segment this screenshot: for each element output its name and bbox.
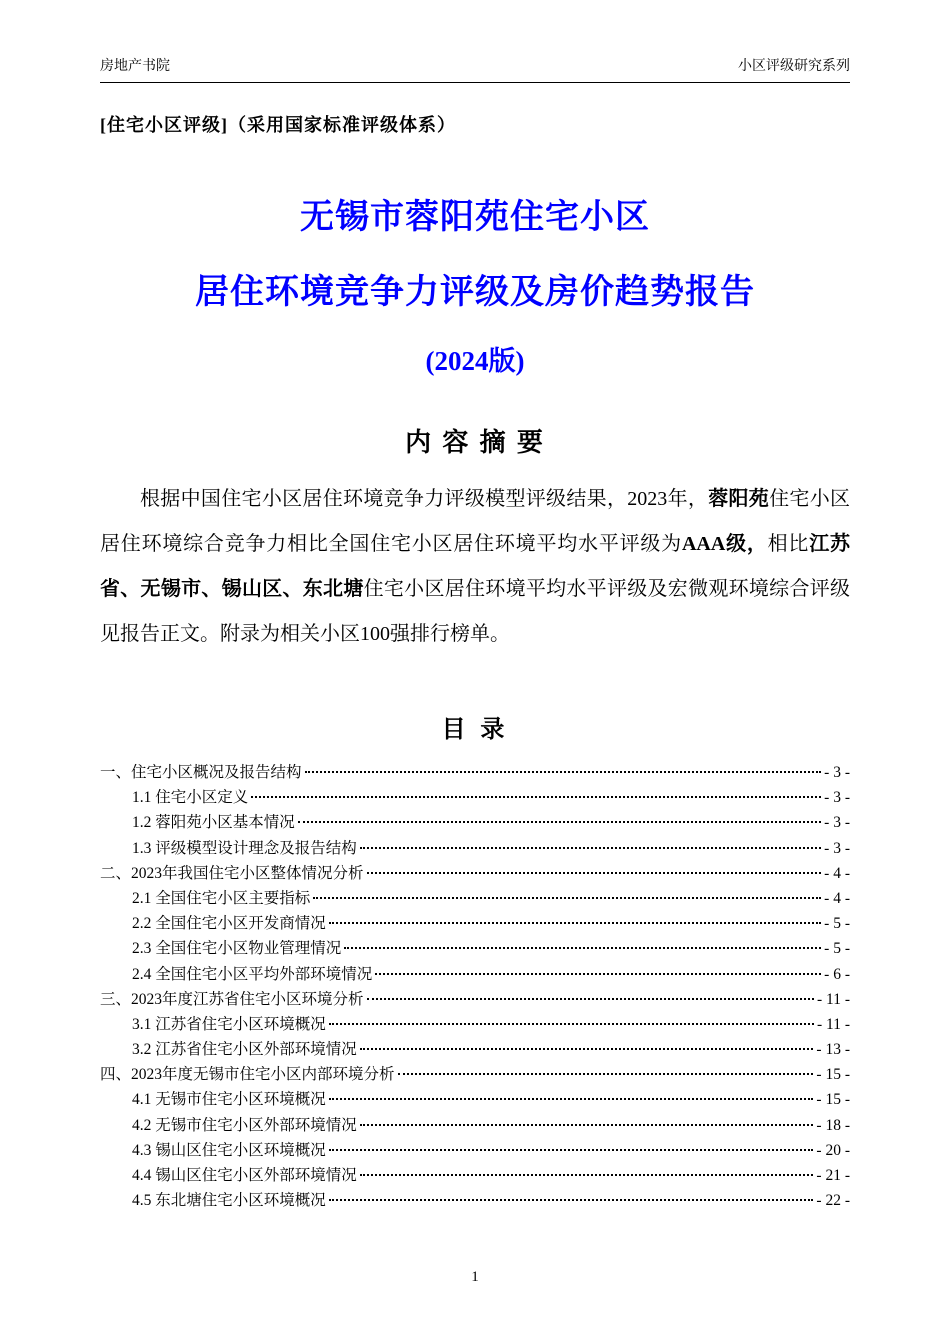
toc-leader-dots <box>375 973 821 975</box>
toc-leader-dots <box>329 1023 814 1025</box>
toc-item[interactable] <box>100 810 850 835</box>
toc-leader-dots <box>367 872 822 874</box>
toc-page-number: - 15 - <box>816 1091 850 1109</box>
toc-page-number: - 6 - <box>824 965 850 983</box>
toc-item-label: 1.2 蓉阳苑小区基本情况 <box>132 814 295 832</box>
toc-item[interactable] <box>100 911 850 936</box>
toc-item[interactable] <box>100 1012 850 1037</box>
toc-item[interactable] <box>100 1163 850 1188</box>
toc-leader-dots <box>305 771 822 773</box>
report-title-line1: 无锡市蓉阳苑住宅小区 <box>300 199 650 236</box>
summary-segment: 住宅小区居住环境综合竞争力相比全国住宅小区居住环境平均水平评级为 <box>100 488 851 555</box>
toc-item-label: 2.4 全国住宅小区平均外部环境情况 <box>132 965 373 983</box>
summary-segment: 江苏省、无锡市、锡山区、东北塘 <box>100 533 851 600</box>
toc-page-number: - 13 - <box>816 1041 850 1059</box>
toc-item-label: 1.3 评级模型设计理念及报告结构 <box>132 839 357 857</box>
toc-list <box>100 760 850 1213</box>
toc-leader-dots <box>329 1098 814 1100</box>
report-title-edition: (2024版) <box>425 346 525 376</box>
toc-page-number: - 5 - <box>824 940 850 958</box>
toc-item[interactable] <box>100 861 850 886</box>
toc-item-label: 2.3 全国住宅小区物业管理情况 <box>132 940 342 958</box>
toc-leader-dots <box>367 998 814 1000</box>
toc-item[interactable] <box>100 785 850 810</box>
toc-item-label: 4.5 东北塘住宅小区环境概况 <box>132 1192 326 1210</box>
toc-page-number: - 20 - <box>816 1141 850 1159</box>
toc-leader-dots <box>329 1199 814 1201</box>
rating-tag-line: [住宅小区评级]（采用国家标准评级体系） <box>100 115 456 135</box>
toc-leader-dots <box>398 1073 814 1075</box>
header-right-text: 小区评级研究系列 <box>738 59 850 74</box>
toc-page-number: - 15 - <box>816 1066 850 1084</box>
toc-page-number: - 11 - <box>817 990 850 1008</box>
summary-segment: 根据中国住宅小区居住环境竞争力评级模型评级结果，2023年， <box>140 488 709 510</box>
header-left-text: 房地产书院 <box>100 59 170 74</box>
toc-item-label: 二、2023年我国住宅小区整体情况分析 <box>100 864 364 882</box>
toc-page-number: - 11 - <box>817 1015 850 1033</box>
report-title-line2: 居住环境竞争力评级及房价趋势报告 <box>195 274 755 311</box>
toc-leader-dots <box>344 947 821 949</box>
toc-item-label: 三、2023年度江苏省住宅小区环境分析 <box>100 990 364 1008</box>
toc-leader-dots <box>329 922 821 924</box>
toc-item[interactable] <box>100 987 850 1012</box>
toc-item-label: 4.4 锡山区住宅小区外部环境情况 <box>132 1167 357 1184</box>
toc-item-label: 四、2023年度无锡市住宅小区内部环境分析 <box>100 1066 395 1084</box>
toc-item-label: 一、住宅小区概况及报告结构 <box>100 764 302 781</box>
toc-item[interactable] <box>100 1113 850 1138</box>
toc-item-label: 3.2 江苏省住宅小区外部环境情况 <box>132 1041 357 1059</box>
summary-segment: 相比 <box>767 533 810 555</box>
toc-leader-dots <box>360 847 821 849</box>
toc-leader-dots <box>251 796 821 798</box>
toc-page-number: - 3 - <box>824 839 850 857</box>
footer-page-number: 1 <box>471 1269 479 1285</box>
toc-item[interactable] <box>100 1188 850 1213</box>
toc-page-number: - 4 - <box>824 864 850 882</box>
toc-item[interactable] <box>100 936 850 961</box>
toc-page-number: - 3 - <box>824 789 850 807</box>
toc-leader-dots <box>360 1124 814 1126</box>
toc-item[interactable] <box>100 1087 850 1112</box>
toc-item[interactable] <box>100 836 850 861</box>
toc-item[interactable] <box>100 760 850 785</box>
toc-item-label: 2.1 全国住宅小区主要指标 <box>132 889 311 907</box>
toc-leader-dots <box>360 1048 814 1050</box>
title-block <box>100 189 850 378</box>
toc-page-number: - 21 - <box>816 1167 850 1184</box>
toc-item[interactable] <box>100 962 850 987</box>
toc-leader-dots <box>360 1174 814 1176</box>
toc-page-number: - 3 - <box>824 814 850 832</box>
toc-page-number: - 3 - <box>824 764 850 781</box>
summary-paragraph <box>100 477 850 657</box>
summary-heading: 内 容 摘 要 <box>405 427 545 457</box>
toc-item[interactable] <box>100 1062 850 1087</box>
summary-segment: 住宅小区居住环境平均水平评级及宏微观环境综合评级见报告正文。附录为相关小区100强排行榜单。 <box>100 578 851 645</box>
toc-item-label: 4.2 无锡市住宅小区外部环境情况 <box>132 1116 357 1134</box>
toc-page-number: - 5 - <box>824 915 850 933</box>
toc-page-number: - 4 - <box>824 889 850 907</box>
toc-page-number: - 18 - <box>816 1116 850 1134</box>
toc-item-label: 1.1 住宅小区定义 <box>132 789 249 807</box>
toc-item-label: 4.3 锡山区住宅小区环境概况 <box>132 1141 326 1159</box>
toc-item-label: 2.2 全国住宅小区开发商情况 <box>132 915 326 933</box>
toc-item-label: 3.1 江苏省住宅小区环境概况 <box>132 1015 326 1033</box>
toc-leader-dots <box>298 821 821 823</box>
toc-item[interactable] <box>100 1138 850 1163</box>
toc-leader-dots <box>329 1149 814 1151</box>
page-header <box>100 55 850 83</box>
toc-page-number: - 22 - <box>816 1192 850 1210</box>
summary-segment: 蓉阳苑 <box>708 488 770 510</box>
toc-item[interactable] <box>100 886 850 911</box>
summary-segment: AAA级， <box>681 533 768 555</box>
toc-item-label: 4.1 无锡市住宅小区环境概况 <box>132 1091 326 1109</box>
toc-item[interactable] <box>100 1037 850 1062</box>
toc-heading: 目 录 <box>441 716 509 743</box>
toc-leader-dots <box>313 897 821 899</box>
